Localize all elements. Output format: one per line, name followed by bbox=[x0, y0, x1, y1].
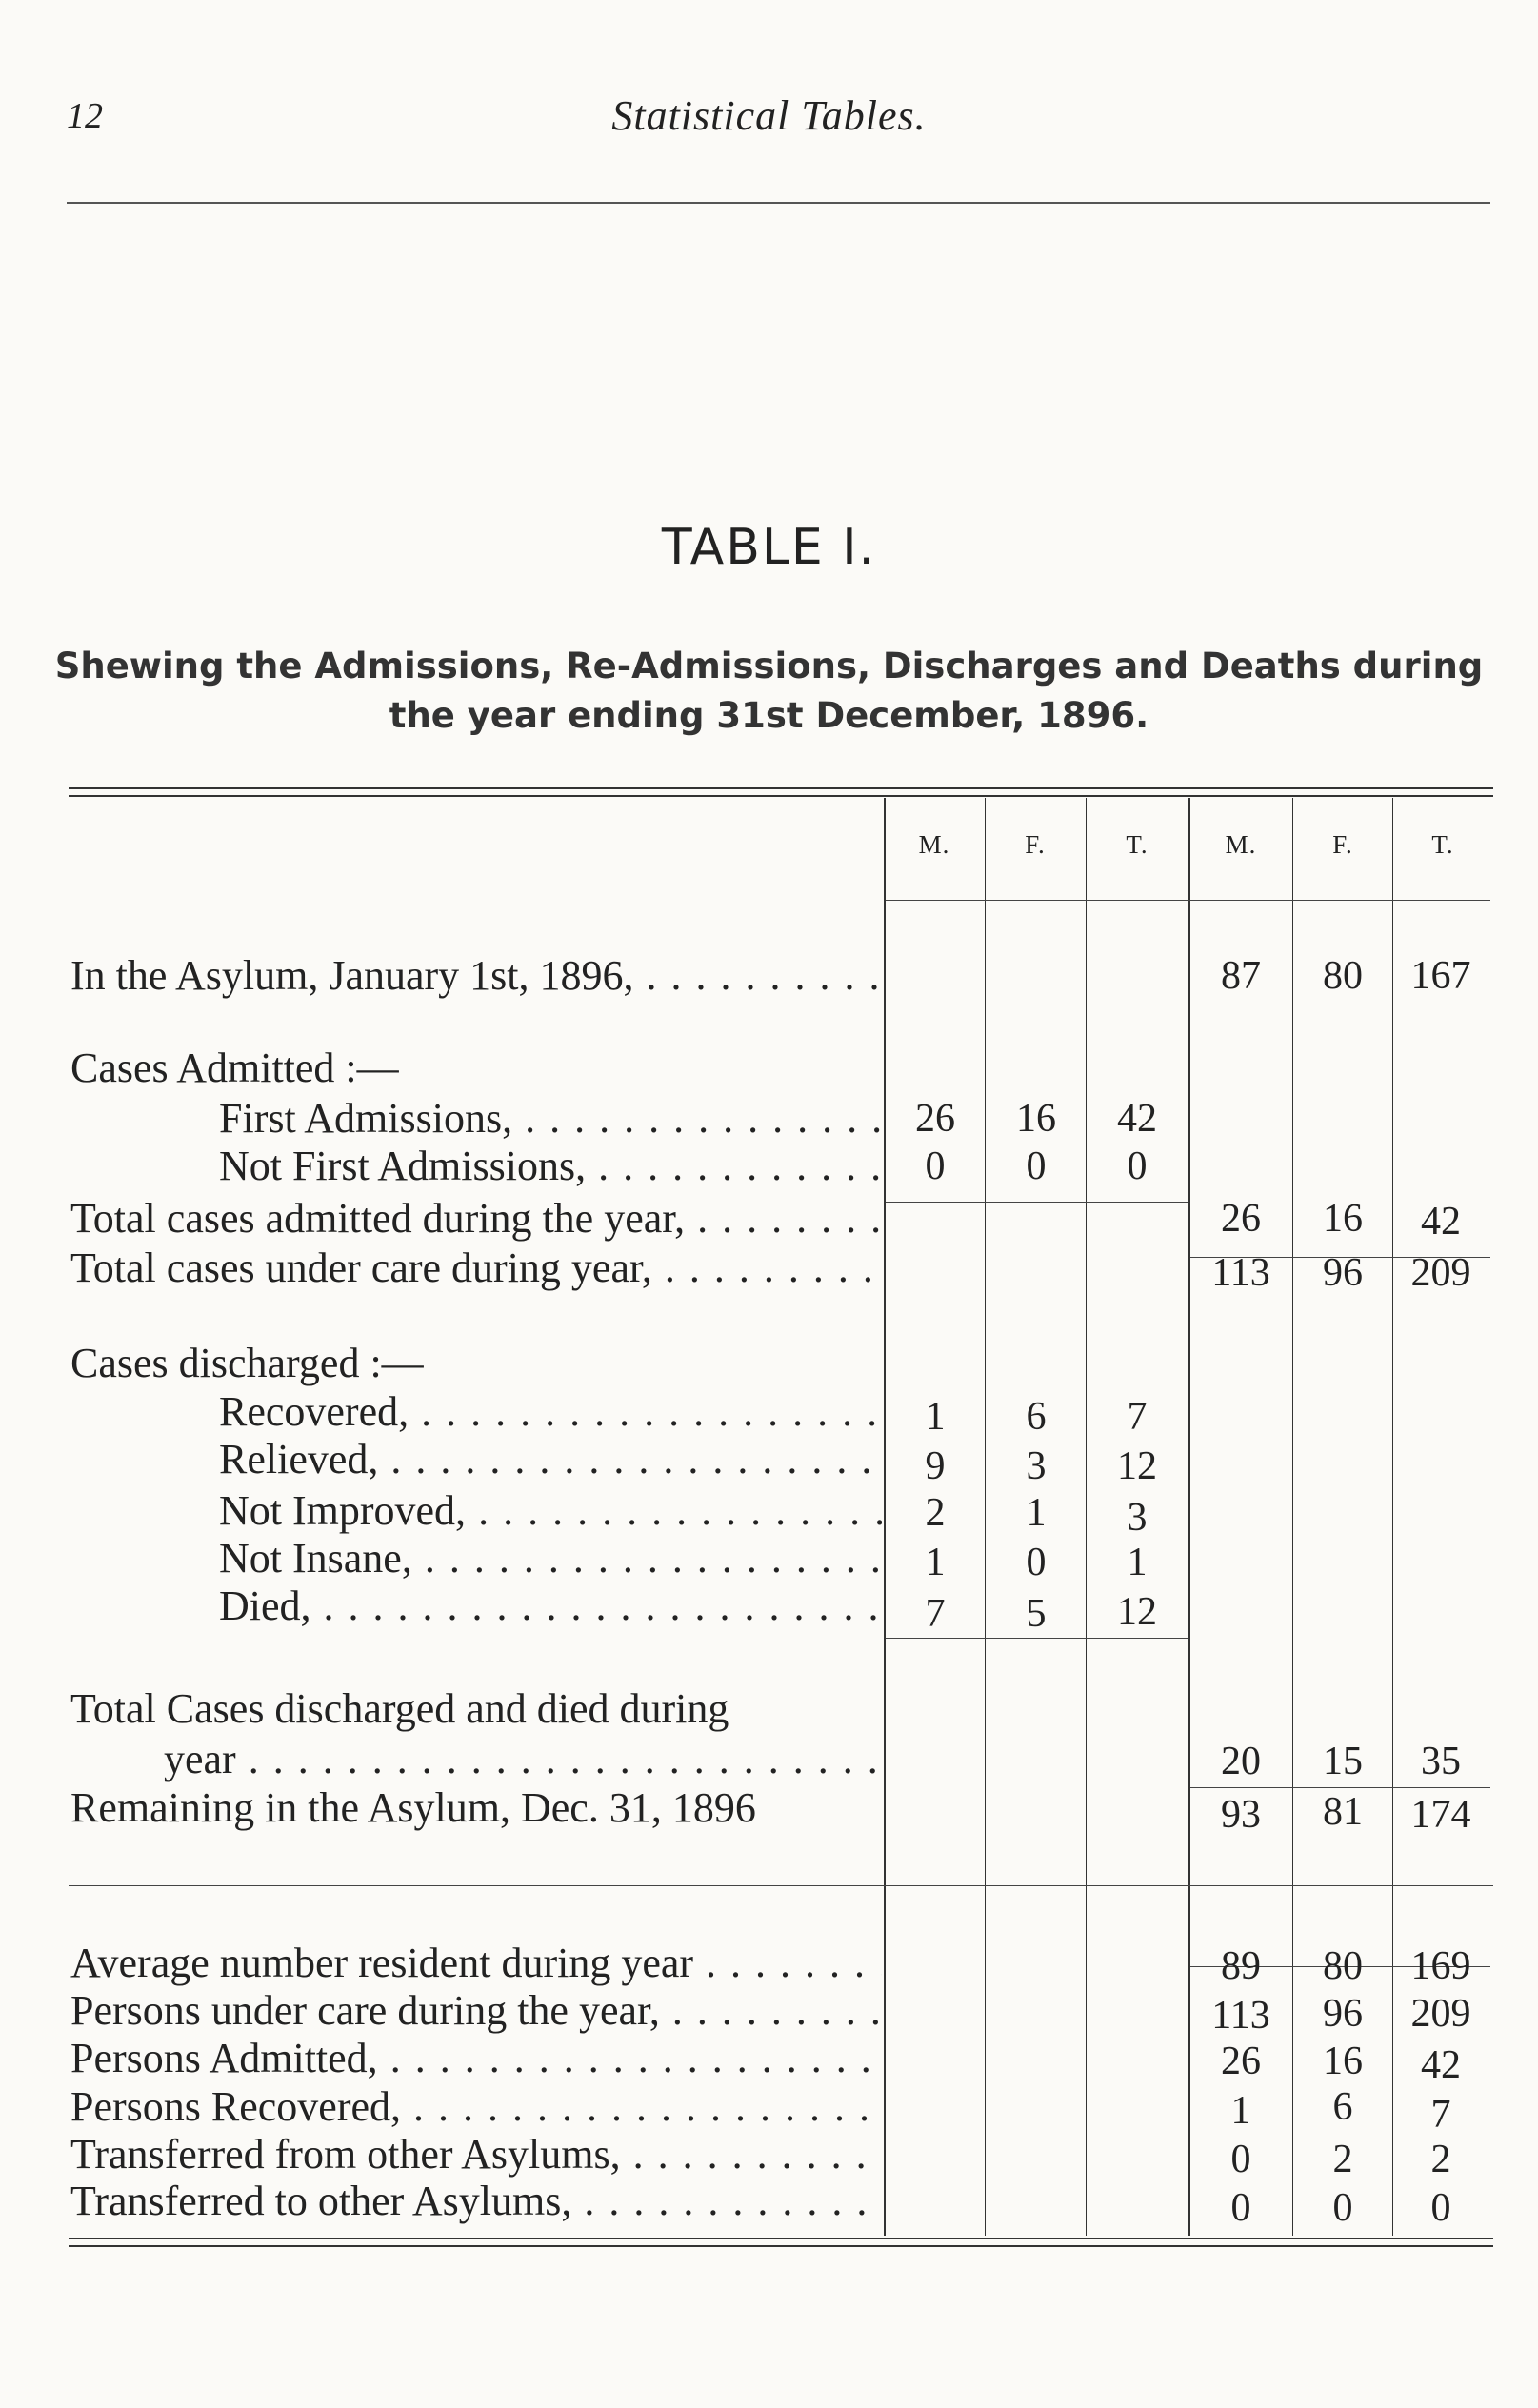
col-header-inner-t: T. bbox=[1126, 830, 1149, 859]
cell-outer-m: 87 bbox=[1221, 954, 1261, 998]
row-label: Total cases under care during year, . . . bbox=[70, 1243, 882, 1294]
cell-outer-m: 1 bbox=[1230, 2089, 1251, 2133]
cell-outer-t: 7 bbox=[1430, 2093, 1451, 2137]
cell-inner-m: 0 bbox=[925, 1144, 946, 1188]
cell-outer-f: 15 bbox=[1323, 1740, 1363, 1783]
cell-inner-f: 3 bbox=[1026, 1444, 1047, 1488]
column-rule bbox=[1292, 798, 1293, 2236]
row-label: In the Asylum, January 1st, 1896, . . . bbox=[70, 950, 882, 1002]
row-label: Average number resident during year . . . bbox=[70, 1938, 882, 1989]
column-rule bbox=[884, 798, 886, 2236]
header-underline bbox=[886, 900, 1490, 901]
row-label: year . . . bbox=[164, 1734, 882, 1785]
row-label: First Admissions, . . . bbox=[219, 1093, 882, 1144]
col-header-outer-m: M. bbox=[1225, 830, 1257, 859]
cell-outer-f: 0 bbox=[1332, 2186, 1353, 2230]
row-label: Transferred to other Asylums, . . . bbox=[70, 2176, 882, 2227]
cell-inner-m: 9 bbox=[925, 1444, 946, 1488]
column-rule bbox=[1188, 798, 1190, 2236]
row-label: Total Cases discharged and died during bbox=[70, 1685, 729, 1732]
cell-outer-m: 89 bbox=[1221, 1944, 1261, 1988]
cell-inner-f: 0 bbox=[1026, 1541, 1047, 1584]
row-label: Recovered, . . . bbox=[219, 1386, 882, 1438]
cell-outer-f: 16 bbox=[1323, 1197, 1363, 1241]
cell-outer-m: 93 bbox=[1221, 1793, 1261, 1837]
col-header-inner-f: F. bbox=[1025, 830, 1046, 859]
cell-outer-f: 80 bbox=[1323, 954, 1363, 998]
cell-inner-f: 5 bbox=[1026, 1592, 1047, 1636]
cell-outer-f: 96 bbox=[1323, 1251, 1363, 1295]
cell-inner-f: 0 bbox=[1026, 1144, 1047, 1188]
page-number: 12 bbox=[67, 96, 103, 136]
table-bottom-double-rule bbox=[69, 2238, 1493, 2247]
cell-outer-m: 0 bbox=[1230, 2186, 1251, 2230]
table-subtitle-line-1: Shewing the Admissions, Re-Admissions, Discharges and Deaths during bbox=[54, 646, 1484, 687]
cell-inner-t: 1 bbox=[1127, 1541, 1148, 1584]
header-rule bbox=[67, 202, 1490, 204]
cell-inner-t: 42 bbox=[1117, 1097, 1157, 1141]
cell-inner-m: 7 bbox=[925, 1592, 946, 1636]
table-top-double-rule bbox=[69, 787, 1493, 797]
cell-inner-m: 1 bbox=[925, 1541, 946, 1584]
cell-outer-t: 35 bbox=[1421, 1740, 1461, 1783]
cell-inner-t: 7 bbox=[1127, 1395, 1148, 1439]
cell-outer-f: 96 bbox=[1323, 1992, 1363, 2036]
cell-outer-f: 80 bbox=[1323, 1944, 1363, 1988]
cell-inner-m: 2 bbox=[925, 1491, 946, 1535]
column-rule bbox=[985, 798, 986, 2236]
cell-inner-f: 1 bbox=[1026, 1491, 1047, 1535]
row-label: Cases discharged :— bbox=[70, 1340, 424, 1386]
subtotal-rule bbox=[886, 1202, 1188, 1203]
row-label: Not First Admissions, . . . bbox=[219, 1141, 882, 1192]
table-subtitle-line-2: the year ending 31st December, 1896. bbox=[389, 695, 1149, 736]
row-label: Relieved, . . . bbox=[219, 1434, 882, 1485]
cell-outer-m: 20 bbox=[1221, 1740, 1261, 1783]
cell-outer-m: 113 bbox=[1211, 1994, 1270, 2038]
cell-inner-t: 3 bbox=[1127, 1496, 1148, 1540]
row-label: Persons Admitted, . . . bbox=[70, 2033, 882, 2084]
cell-inner-f: 16 bbox=[1016, 1097, 1056, 1141]
cell-inner-t: 12 bbox=[1117, 1444, 1157, 1488]
cell-outer-t: 0 bbox=[1430, 2186, 1451, 2230]
cell-inner-f: 6 bbox=[1026, 1395, 1047, 1439]
row-label: Remaining in the Asylum, Dec. 31, 1896 bbox=[70, 1784, 756, 1831]
cell-outer-t: 169 bbox=[1410, 1944, 1471, 1988]
col-header-inner-m: M. bbox=[918, 830, 950, 859]
row-label: Not Improved, . . . bbox=[219, 1485, 882, 1537]
cell-outer-m: 0 bbox=[1230, 2138, 1251, 2181]
cell-outer-t: 174 bbox=[1410, 1793, 1471, 1837]
cell-outer-f: 16 bbox=[1323, 2040, 1363, 2083]
row-label: Transferred from other Asylums, . . . bbox=[70, 2129, 882, 2180]
running-head: Statistical Tables. bbox=[611, 92, 927, 139]
row-label: Persons Recovered, . . . bbox=[70, 2081, 882, 2133]
cell-inner-m: 26 bbox=[915, 1097, 955, 1141]
table-title: TABLE I. bbox=[661, 519, 877, 576]
cell-outer-t: 167 bbox=[1410, 954, 1471, 998]
cell-outer-t: 42 bbox=[1421, 2043, 1461, 2087]
cell-outer-m: 26 bbox=[1221, 1197, 1261, 1241]
cell-outer-m: 26 bbox=[1221, 2040, 1261, 2083]
cell-outer-f: 81 bbox=[1323, 1790, 1363, 1834]
col-header-outer-f: F. bbox=[1332, 830, 1353, 859]
cell-inner-m: 1 bbox=[925, 1395, 946, 1439]
column-rule bbox=[1086, 798, 1087, 2236]
cell-outer-f: 6 bbox=[1332, 2085, 1353, 2129]
cell-outer-m: 113 bbox=[1211, 1251, 1270, 1295]
cell-outer-t: 2 bbox=[1430, 2138, 1451, 2181]
col-header-outer-t: T. bbox=[1431, 830, 1454, 859]
row-label: Cases Admitted :— bbox=[70, 1045, 399, 1091]
cell-outer-t: 42 bbox=[1421, 1200, 1461, 1244]
cell-outer-t: 209 bbox=[1410, 1992, 1471, 2036]
cell-outer-f: 2 bbox=[1332, 2138, 1353, 2181]
row-label: Not Insane, . . . bbox=[219, 1533, 882, 1584]
row-label: Total cases admitted during the year, . . . bbox=[70, 1193, 882, 1244]
row-label: Persons under care during the year, . . . bbox=[70, 1985, 882, 2037]
cell-inner-t: 0 bbox=[1127, 1144, 1148, 1188]
section-rule bbox=[69, 1885, 1493, 1886]
cell-outer-t: 209 bbox=[1410, 1251, 1471, 1295]
cell-inner-t: 12 bbox=[1117, 1590, 1157, 1634]
row-label: Died, . . . bbox=[219, 1581, 882, 1632]
